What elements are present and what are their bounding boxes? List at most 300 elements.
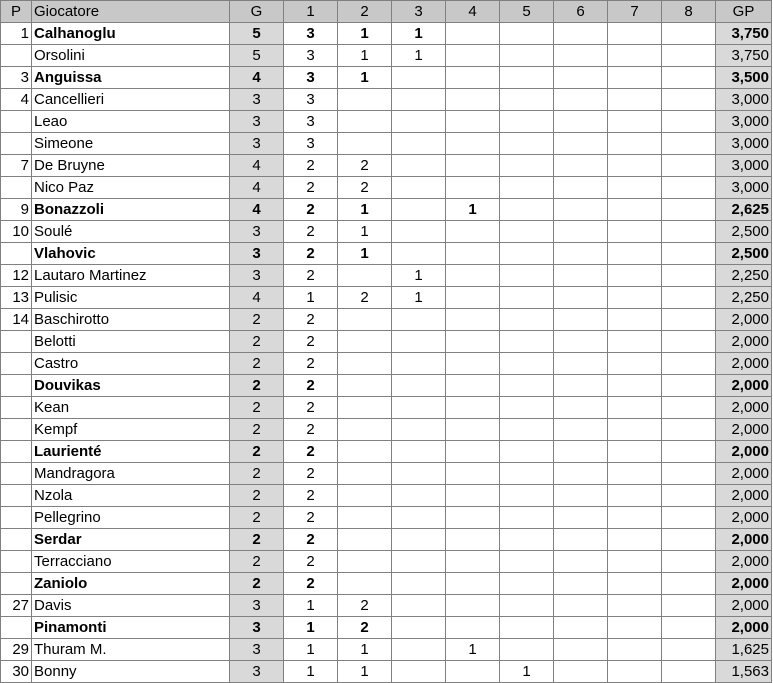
count-cell-6	[554, 45, 608, 67]
count-cell-1: 3	[284, 111, 338, 133]
position-cell	[1, 243, 32, 265]
player-name-cell: Bonny	[32, 661, 230, 683]
count-cell-2: 1	[338, 661, 392, 683]
position-cell: 3	[1, 67, 32, 89]
position-cell	[1, 353, 32, 375]
count-cell-5	[500, 463, 554, 485]
count-cell-5	[500, 331, 554, 353]
games-cell: 3	[230, 639, 284, 661]
count-cell-6	[554, 221, 608, 243]
count-cell-8	[662, 89, 716, 111]
count-cell-2: 1	[338, 23, 392, 45]
count-cell-6	[554, 595, 608, 617]
count-cell-4	[446, 265, 500, 287]
count-cell-1: 2	[284, 419, 338, 441]
games-cell: 5	[230, 45, 284, 67]
count-cell-2	[338, 419, 392, 441]
count-cell-8	[662, 309, 716, 331]
count-cell-3	[392, 177, 446, 199]
header-giocatore: Giocatore	[32, 1, 230, 23]
count-cell-8	[662, 441, 716, 463]
count-cell-1: 2	[284, 199, 338, 221]
count-cell-1: 1	[284, 287, 338, 309]
table-row	[1, 89, 772, 111]
count-cell-3: 1	[392, 287, 446, 309]
player-name-cell: Vlahovic	[32, 243, 230, 265]
count-cell-3	[392, 133, 446, 155]
count-cell-5	[500, 353, 554, 375]
games-cell: 5	[230, 23, 284, 45]
count-cell-2	[338, 397, 392, 419]
count-cell-1: 2	[284, 265, 338, 287]
games-cell: 4	[230, 287, 284, 309]
count-cell-4	[446, 67, 500, 89]
count-cell-7	[608, 133, 662, 155]
count-cell-2: 1	[338, 45, 392, 67]
count-cell-4	[446, 419, 500, 441]
count-cell-6	[554, 243, 608, 265]
count-cell-7	[608, 595, 662, 617]
gp-cell: 2,000	[716, 485, 772, 507]
count-cell-8	[662, 661, 716, 683]
count-cell-4	[446, 595, 500, 617]
table-row	[1, 507, 772, 529]
count-cell-6	[554, 287, 608, 309]
count-cell-2	[338, 507, 392, 529]
player-name-cell: Belotti	[32, 331, 230, 353]
games-cell: 3	[230, 221, 284, 243]
table-row	[1, 375, 772, 397]
player-name-cell: Simeone	[32, 133, 230, 155]
count-cell-3: 1	[392, 23, 446, 45]
gp-cell: 2,000	[716, 529, 772, 551]
table-row	[1, 177, 772, 199]
position-cell	[1, 133, 32, 155]
count-cell-5	[500, 89, 554, 111]
count-cell-8	[662, 507, 716, 529]
count-cell-4	[446, 177, 500, 199]
count-cell-7	[608, 551, 662, 573]
count-cell-8	[662, 111, 716, 133]
table-row	[1, 265, 772, 287]
count-cell-6	[554, 133, 608, 155]
gp-cell: 3,000	[716, 133, 772, 155]
count-cell-6	[554, 375, 608, 397]
count-cell-7	[608, 177, 662, 199]
header-col-5: 5	[500, 1, 554, 23]
player-name-cell: Terracciano	[32, 551, 230, 573]
table-row	[1, 529, 772, 551]
count-cell-8	[662, 133, 716, 155]
count-cell-6	[554, 265, 608, 287]
player-name-cell: Laurienté	[32, 441, 230, 463]
count-cell-3	[392, 111, 446, 133]
count-cell-2	[338, 529, 392, 551]
games-cell: 2	[230, 551, 284, 573]
games-cell: 4	[230, 199, 284, 221]
player-name-cell: Nico Paz	[32, 177, 230, 199]
player-name-cell: Nzola	[32, 485, 230, 507]
count-cell-5	[500, 485, 554, 507]
count-cell-4	[446, 89, 500, 111]
count-cell-3	[392, 155, 446, 177]
count-cell-2	[338, 463, 392, 485]
count-cell-3	[392, 463, 446, 485]
count-cell-8	[662, 67, 716, 89]
count-cell-8	[662, 177, 716, 199]
gp-cell: 2,500	[716, 221, 772, 243]
count-cell-8	[662, 595, 716, 617]
count-cell-7	[608, 331, 662, 353]
player-name-cell: Davis	[32, 595, 230, 617]
player-name-cell: Serdar	[32, 529, 230, 551]
count-cell-1: 2	[284, 177, 338, 199]
count-cell-2: 1	[338, 199, 392, 221]
gp-cell: 2,000	[716, 309, 772, 331]
count-cell-8	[662, 485, 716, 507]
count-cell-4	[446, 661, 500, 683]
count-cell-1: 3	[284, 89, 338, 111]
games-cell: 3	[230, 111, 284, 133]
count-cell-7	[608, 353, 662, 375]
count-cell-5	[500, 177, 554, 199]
count-cell-7	[608, 45, 662, 67]
gp-cell: 3,000	[716, 155, 772, 177]
count-cell-5	[500, 111, 554, 133]
count-cell-2	[338, 441, 392, 463]
count-cell-4	[446, 23, 500, 45]
header-col-2: 2	[338, 1, 392, 23]
table-row	[1, 45, 772, 67]
position-cell: 13	[1, 287, 32, 309]
count-cell-3	[392, 89, 446, 111]
count-cell-4	[446, 287, 500, 309]
count-cell-1: 2	[284, 485, 338, 507]
count-cell-5	[500, 243, 554, 265]
player-name-cell: Orsolini	[32, 45, 230, 67]
count-cell-6	[554, 331, 608, 353]
count-cell-1: 2	[284, 529, 338, 551]
position-cell	[1, 441, 32, 463]
count-cell-5	[500, 507, 554, 529]
player-name-cell: Pinamonti	[32, 617, 230, 639]
count-cell-1: 2	[284, 221, 338, 243]
position-cell: 29	[1, 639, 32, 661]
count-cell-1: 1	[284, 617, 338, 639]
games-cell: 2	[230, 331, 284, 353]
count-cell-5	[500, 45, 554, 67]
count-cell-1: 2	[284, 551, 338, 573]
count-cell-4	[446, 551, 500, 573]
header-col-3: 3	[392, 1, 446, 23]
count-cell-8	[662, 573, 716, 595]
count-cell-2	[338, 331, 392, 353]
count-cell-3	[392, 617, 446, 639]
count-cell-6	[554, 397, 608, 419]
gp-cell: 2,000	[716, 463, 772, 485]
count-cell-1: 2	[284, 309, 338, 331]
games-cell: 2	[230, 507, 284, 529]
count-cell-7	[608, 67, 662, 89]
count-cell-8	[662, 397, 716, 419]
count-cell-2: 2	[338, 155, 392, 177]
count-cell-7	[608, 529, 662, 551]
count-cell-4	[446, 529, 500, 551]
position-cell: 30	[1, 661, 32, 683]
count-cell-3	[392, 309, 446, 331]
count-cell-5	[500, 221, 554, 243]
count-cell-7	[608, 89, 662, 111]
position-cell	[1, 111, 32, 133]
count-cell-1: 2	[284, 463, 338, 485]
gp-cell: 2,000	[716, 397, 772, 419]
count-cell-2	[338, 89, 392, 111]
position-cell	[1, 177, 32, 199]
count-cell-3	[392, 551, 446, 573]
gp-cell: 2,625	[716, 199, 772, 221]
gp-cell: 1,625	[716, 639, 772, 661]
position-cell	[1, 485, 32, 507]
table-row	[1, 661, 772, 683]
gp-cell: 2,000	[716, 375, 772, 397]
gp-cell: 2,250	[716, 265, 772, 287]
count-cell-3	[392, 353, 446, 375]
count-cell-4	[446, 243, 500, 265]
count-cell-8	[662, 639, 716, 661]
table-row	[1, 199, 772, 221]
table-row	[1, 397, 772, 419]
position-cell: 4	[1, 89, 32, 111]
games-cell: 2	[230, 441, 284, 463]
count-cell-3	[392, 485, 446, 507]
games-cell: 3	[230, 133, 284, 155]
header-col-7: 7	[608, 1, 662, 23]
gp-cell: 2,250	[716, 287, 772, 309]
header-g: G	[230, 1, 284, 23]
count-cell-8	[662, 529, 716, 551]
position-cell	[1, 507, 32, 529]
count-cell-1: 1	[284, 595, 338, 617]
table-row	[1, 111, 772, 133]
gp-cell: 2,000	[716, 617, 772, 639]
count-cell-5: 1	[500, 661, 554, 683]
count-cell-5	[500, 199, 554, 221]
games-cell: 3	[230, 265, 284, 287]
gp-cell: 3,000	[716, 177, 772, 199]
gp-cell: 2,000	[716, 507, 772, 529]
count-cell-6	[554, 155, 608, 177]
games-cell: 2	[230, 485, 284, 507]
count-cell-1: 3	[284, 45, 338, 67]
games-cell: 2	[230, 573, 284, 595]
count-cell-5	[500, 639, 554, 661]
count-cell-4: 1	[446, 199, 500, 221]
player-name-cell: Baschirotto	[32, 309, 230, 331]
count-cell-1: 2	[284, 353, 338, 375]
count-cell-8	[662, 243, 716, 265]
gp-cell: 3,750	[716, 45, 772, 67]
games-cell: 2	[230, 419, 284, 441]
header-col-1: 1	[284, 1, 338, 23]
count-cell-3	[392, 243, 446, 265]
count-cell-7	[608, 155, 662, 177]
count-cell-8	[662, 155, 716, 177]
table-row	[1, 243, 772, 265]
count-cell-7	[608, 441, 662, 463]
table-row	[1, 595, 772, 617]
count-cell-8	[662, 617, 716, 639]
games-cell: 2	[230, 529, 284, 551]
games-cell: 2	[230, 397, 284, 419]
count-cell-2	[338, 573, 392, 595]
player-name-cell: Soulé	[32, 221, 230, 243]
games-cell: 4	[230, 155, 284, 177]
count-cell-4	[446, 331, 500, 353]
games-cell: 3	[230, 243, 284, 265]
count-cell-6	[554, 67, 608, 89]
count-cell-2	[338, 485, 392, 507]
table-body	[1, 23, 772, 683]
header-row	[1, 1, 772, 23]
count-cell-4	[446, 309, 500, 331]
count-cell-5	[500, 67, 554, 89]
position-cell: 12	[1, 265, 32, 287]
count-cell-1: 2	[284, 331, 338, 353]
games-cell: 4	[230, 177, 284, 199]
player-name-cell: Thuram M.	[32, 639, 230, 661]
count-cell-2: 1	[338, 67, 392, 89]
count-cell-4	[446, 221, 500, 243]
count-cell-5	[500, 309, 554, 331]
count-cell-3	[392, 639, 446, 661]
count-cell-8	[662, 23, 716, 45]
count-cell-8	[662, 463, 716, 485]
count-cell-7	[608, 463, 662, 485]
player-name-cell: Pellegrino	[32, 507, 230, 529]
count-cell-8	[662, 419, 716, 441]
table-row	[1, 133, 772, 155]
count-cell-7	[608, 573, 662, 595]
count-cell-1: 1	[284, 639, 338, 661]
count-cell-6	[554, 507, 608, 529]
count-cell-4: 1	[446, 639, 500, 661]
count-cell-6	[554, 353, 608, 375]
count-cell-1: 1	[284, 661, 338, 683]
table-row	[1, 441, 772, 463]
count-cell-3	[392, 199, 446, 221]
count-cell-4	[446, 133, 500, 155]
count-cell-3	[392, 419, 446, 441]
count-cell-1: 2	[284, 155, 338, 177]
count-cell-4	[446, 45, 500, 67]
count-cell-3	[392, 661, 446, 683]
player-name-cell: De Bruyne	[32, 155, 230, 177]
games-cell: 2	[230, 353, 284, 375]
count-cell-7	[608, 111, 662, 133]
count-cell-3	[392, 67, 446, 89]
position-cell: 1	[1, 23, 32, 45]
player-name-cell: Kempf	[32, 419, 230, 441]
gp-cell: 2,000	[716, 595, 772, 617]
count-cell-1: 2	[284, 573, 338, 595]
player-name-cell: Calhanoglu	[32, 23, 230, 45]
header-gp: GP	[716, 1, 772, 23]
count-cell-7	[608, 617, 662, 639]
count-cell-6	[554, 529, 608, 551]
games-cell: 2	[230, 309, 284, 331]
table-row	[1, 287, 772, 309]
count-cell-4	[446, 463, 500, 485]
header-col-6: 6	[554, 1, 608, 23]
count-cell-4	[446, 155, 500, 177]
player-name-cell: Douvikas	[32, 375, 230, 397]
count-cell-6	[554, 419, 608, 441]
count-cell-5	[500, 397, 554, 419]
count-cell-4	[446, 397, 500, 419]
table-row	[1, 221, 772, 243]
count-cell-2	[338, 551, 392, 573]
games-cell: 4	[230, 67, 284, 89]
games-cell: 3	[230, 595, 284, 617]
count-cell-7	[608, 287, 662, 309]
count-cell-5	[500, 419, 554, 441]
player-name-cell: Castro	[32, 353, 230, 375]
position-cell: 7	[1, 155, 32, 177]
table-row	[1, 309, 772, 331]
count-cell-7	[608, 419, 662, 441]
count-cell-6	[554, 111, 608, 133]
count-cell-6	[554, 199, 608, 221]
position-cell: 14	[1, 309, 32, 331]
count-cell-6	[554, 551, 608, 573]
count-cell-4	[446, 485, 500, 507]
count-cell-5	[500, 617, 554, 639]
gp-cell: 2,000	[716, 573, 772, 595]
count-cell-7	[608, 397, 662, 419]
count-cell-8	[662, 353, 716, 375]
count-cell-8	[662, 331, 716, 353]
table-row	[1, 463, 772, 485]
gp-cell: 2,000	[716, 551, 772, 573]
count-cell-3	[392, 573, 446, 595]
games-cell: 3	[230, 661, 284, 683]
count-cell-6	[554, 485, 608, 507]
count-cell-4	[446, 353, 500, 375]
count-cell-3	[392, 375, 446, 397]
count-cell-5	[500, 155, 554, 177]
count-cell-7	[608, 375, 662, 397]
count-cell-2	[338, 375, 392, 397]
count-cell-5	[500, 529, 554, 551]
table-row	[1, 485, 772, 507]
count-cell-7	[608, 639, 662, 661]
count-cell-7	[608, 661, 662, 683]
gp-cell: 2,000	[716, 441, 772, 463]
gp-cell: 3,000	[716, 111, 772, 133]
count-cell-6	[554, 617, 608, 639]
table-row	[1, 67, 772, 89]
count-cell-7	[608, 23, 662, 45]
position-cell	[1, 463, 32, 485]
count-cell-4	[446, 111, 500, 133]
count-cell-2: 2	[338, 287, 392, 309]
count-cell-8	[662, 45, 716, 67]
count-cell-4	[446, 507, 500, 529]
count-cell-1: 2	[284, 375, 338, 397]
header-p: P	[1, 1, 32, 23]
count-cell-6	[554, 463, 608, 485]
count-cell-7	[608, 485, 662, 507]
